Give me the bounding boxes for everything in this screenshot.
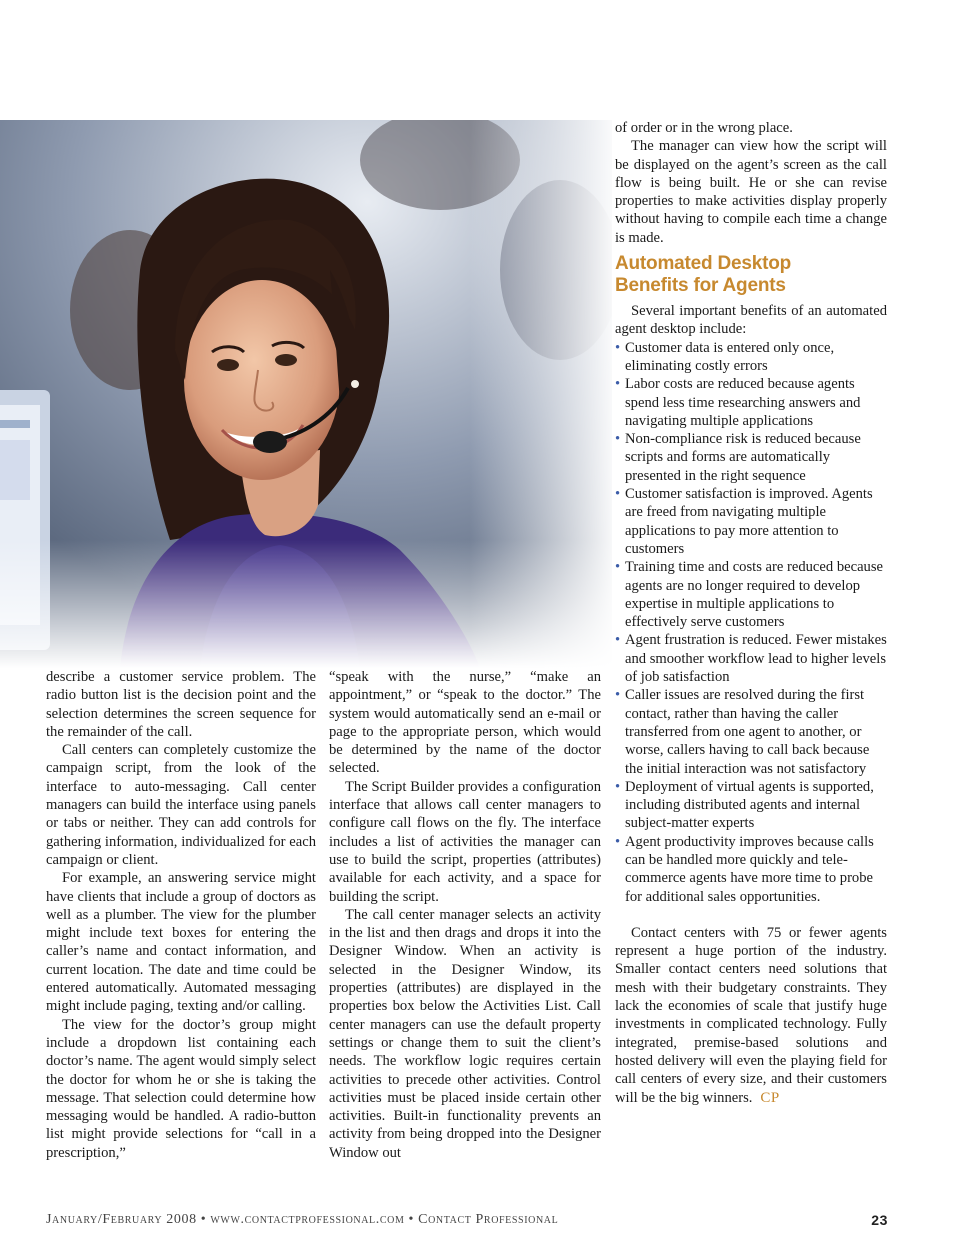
bullet-icon: • [615, 486, 621, 503]
page-footer [46, 1212, 888, 1232]
spacer [615, 906, 887, 924]
bullet-icon: • [615, 559, 621, 576]
bullet-icon: • [615, 431, 621, 448]
list-item: • Caller issues are resolved during the first contact, rather than having the caller transferred from one agent to another, or worse, callers having to call back because the initial interaction was not satisfactory [615, 687, 870, 777]
section-heading-line: Automated Desktop [615, 253, 792, 275]
bullet-icon: • [615, 687, 621, 704]
list-item: • Customer satisfaction is improved. Agents are freed from navigating multiple applications to pay more attention to customers [615, 486, 873, 557]
column-3 [615, 119, 887, 1107]
section-heading [615, 253, 887, 296]
paragraph: The view for the doctor’s group might include a dropdown list containing each doctor’s name. The agent would simply select the doctor for whom he or she is taking the message. That selection could determine how messaging would be handled. A radio-button list might provide selections for “call in a prescription,” [46, 1016, 316, 1161]
list-item: • Non-compliance risk is reduced because scripts and forms are automatically presented in the right sequence [615, 431, 861, 484]
paragraph: of order or in the wrong place. [615, 120, 793, 136]
end-mark: CP [760, 1089, 780, 1106]
paragraph: For example, an answering service might have clients that include a group of doctors as well as a plumber. The view for the plumber might include text boxes for entering the caller’s name and contact information, and current location. The date and time could be entered automatically. Automated messaging might include paging, texting and/or calling. [46, 870, 316, 1015]
section-heading-line: Benefits for Agents [615, 274, 786, 296]
list-item: • Training time and costs are reduced because agents are no longer required to develop expertise in multiple applications to effectively serve customers [615, 559, 884, 631]
list-item: • Agent productivity improves because calls can be handled more quickly and tele-commerce agents have more time to probe for additional sales opportunities. [615, 833, 874, 905]
paragraph: Call centers can completely customize the campaign script, from the look of the interface to auto-messaging. Call center managers can build the interface using panels or tabs or neither. They can add controls for gathering information, individualized for each campaign or client. [46, 742, 316, 868]
paragraph: The call center manager selects an activity in the list and then drags and drops it into the Designer Window. When an activity is selected in the Designer Window, its properties (attributes) are displayed in the properties box below the Activities List. Call center managers can use the default property settings or change them to suit the client’s needs. The workflow logic requires certain activities to precede other activities. Control activities must be placed inside certain other activities. Built-in functionality prevents an activity from being dropped into the Designer Window out [329, 906, 601, 1161]
paragraph: Contact centers with 75 or fewer agents represent a huge portion of the industry. Smaller contact centers need solutions that mesh with their budgetary constraints. They lack the economies of scale that justify huge investments in complicated technology. Fully integrated, premise-based solutions and hosted delivery will even the playing field for call centers of every size, and their customers will be the big winners. CP [615, 924, 887, 1106]
paragraph: describe a customer service problem. The radio button list is the decision point and the selection determines the screen sequence for the remainder of the call. [46, 669, 316, 740]
bullet-icon: • [615, 376, 621, 393]
call-center-agent-photo-icon [0, 120, 612, 668]
bullet-icon: • [615, 778, 621, 795]
paragraph: The Script Builder provides a configuration interface that allows call center managers to configure call flows on the fly. The interface includes a list of activities the manager can use to build the script, properties (attributes) available for each activity, and a space for building the script. [329, 778, 601, 905]
agent-photo [0, 120, 612, 668]
paragraph: The manager can view how the script will be displayed on the agent’s screen as the call flow is being built. He or she can revise properties to make activities display properly without having to compile each time a change is made. [615, 138, 887, 246]
paragraph: Several important benefits of an automated agent desktop include: [615, 303, 887, 338]
footer-text: January/February 2008 • www.contactprofessional.com • Contact Professional [46, 1212, 559, 1227]
page-number: 23 [871, 1212, 888, 1228]
list-item: • Labor costs are reduced because agents spend less time researching answers and navigating multiple applications [615, 376, 861, 429]
benefits-list [615, 339, 887, 906]
list-item: • Deployment of virtual agents is supported, including distributed agents and internal subject-matter experts [615, 778, 874, 832]
bullet-icon: • [615, 339, 621, 356]
bullet-icon: • [615, 632, 621, 649]
paragraph: “speak with the nurse,” “make an appointment,” or “speak to the doctor.” The system would automatically send an e-mail or page to the appropriate person, which would be determined by the name of the doctor selected. [329, 669, 601, 777]
bullet-icon: • [615, 833, 621, 850]
list-item: • Agent frustration is reduced. Fewer mistakes and smoother workflow lead to higher levels of job satisfaction [615, 632, 887, 686]
list-item: • Customer data is entered only once, eliminating costly errors [615, 339, 835, 374]
column-2 [329, 668, 601, 1162]
column-1 [46, 668, 316, 1162]
